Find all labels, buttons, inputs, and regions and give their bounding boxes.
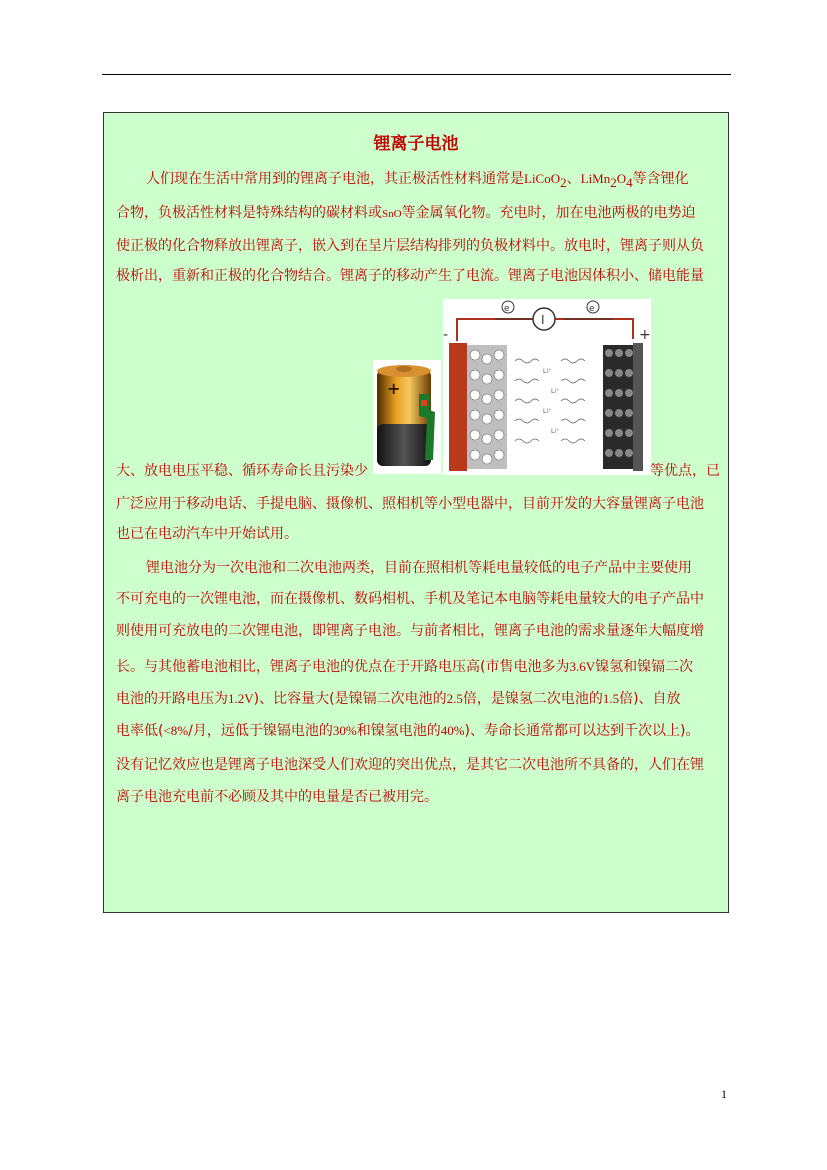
para1-line7: 也已在电动汽车中开始试用。 (116, 526, 298, 542)
ion-label-2: Li⁺ (551, 388, 560, 395)
para2-line5: 电池的开路电压为1.2V)、比容量大(是镍镉二次电池的2.5倍，是镍氢二次电池的1.5倍)、自放 (116, 691, 681, 707)
para1-line4: 极析出，重新和正极的化合物结合。锂离子的移动产生了电流。锂离子电池因体积小、储电能量 (116, 268, 704, 284)
battery-image (373, 360, 441, 474)
minus-label: - (443, 327, 449, 343)
ion-label-4: Li⁺ (551, 428, 560, 435)
svg-text:+: + (387, 379, 401, 398)
meter-label: I (541, 313, 545, 327)
li-ion-diagram (443, 299, 651, 475)
electron-label-right: e (589, 304, 595, 314)
para2-line6: 电率低(<8%/月，远低于镍镉电池的30%和镍氢电池的40%)、寿命长通常都可以达到千次以上)。 (116, 723, 700, 739)
para1-line3: 使正极的化合物释放出锂离子，嵌入到在呈片层结构排列的负极材料中。放电时，锂离子则从负 (116, 238, 704, 254)
para2-line1: 锂电池分为一次电池和二次电池两类，目前在照相机等耗电量较低的电子产品中主要使用 (146, 560, 692, 576)
para1-line5b: 等优点，已 (650, 463, 720, 479)
ion-label-1: Li⁺ (543, 368, 552, 375)
plus-label: + (639, 327, 651, 343)
header-rule (102, 74, 731, 75)
para1-line2: 合物，负极活性材料是特殊结构的碳材料或SnO等金属氧化物。充电时，加在电池两极的电势迫 (116, 205, 696, 221)
para1-line1: 人们现在生活中常用到的锂离子电池，其正极活性材料通常是LiCoO$_2$、$LiMn_2O_4$等含锂化 (146, 171, 689, 190)
para2-line3: 则使用可充放电的二次锂电池，即锂离子电池。与前者相比，锂离子电池的需求量逐年大幅度增 (116, 623, 704, 639)
para2-line7: 没有记忆效应也是锂离子电池深受人们欢迎的突出优点，是其它二次电池所不具备的，人们在锂 (116, 757, 704, 773)
article-title: 锂离子电池 (373, 134, 459, 154)
ion-label-3: Li⁺ (543, 408, 552, 415)
para1-line5a: 大、放电电压平稳、循环寿命长且污染少 (116, 463, 368, 479)
para2-line2: 不可充电的一次锂电池，而在摄像机、数码相机、手机及笔记本电脑等耗电量较大的电子产品中 (116, 591, 704, 607)
para2-line8: 离子电池充电前不必顾及其中的电量是否已被用完。 (116, 789, 438, 805)
para1-line6: 广泛应用于移动电话、手提电脑、摄像机、照相机等小型电器中，目前开发的大容量锂离子电池 (116, 496, 704, 512)
page-number: 1 (721, 1087, 727, 1101)
para2-line4: 长。与其他蓄电池相比，锂离子电池的优点在于开路电压高(市售电池多为3.6V镍氢和镍镉二次 (116, 659, 694, 675)
electron-label-left: e (504, 304, 510, 314)
content-box (103, 112, 729, 913)
